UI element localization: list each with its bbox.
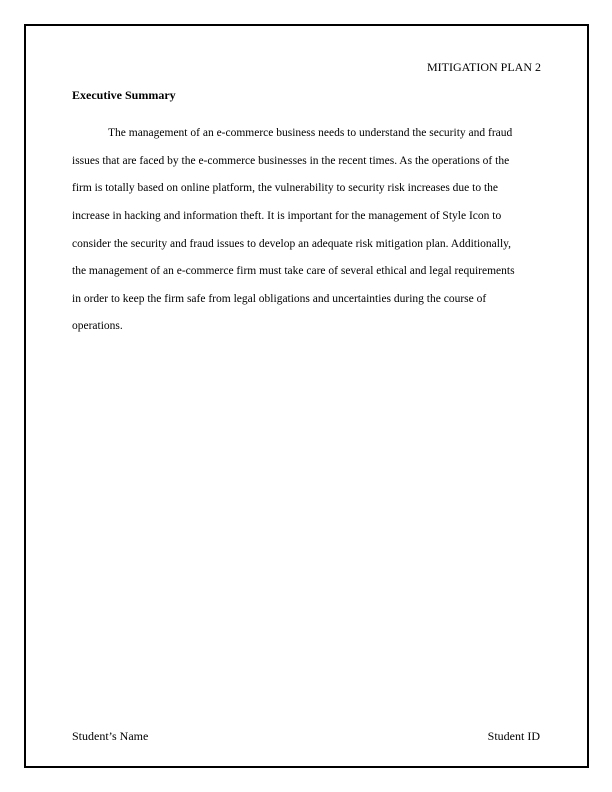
paragraph-line: the management of an e-commerce firm must take care of several ethical and legal requirements xyxy=(72,265,515,277)
student-name: Student’s Name xyxy=(72,729,149,743)
paragraph-line: operations. xyxy=(72,320,123,332)
paragraph-line: firm is totally based on online platform, the vulnerability to security risk increases due to the xyxy=(72,182,499,194)
section-heading: Executive Summary xyxy=(72,88,176,102)
paragraph-line: in order to keep the firm safe from legal obligations and uncertainties during the course of xyxy=(72,293,487,305)
paragraph-line: The management of an e-commerce business needs to understand the security and fraud xyxy=(108,127,513,139)
paragraph-line: increase in hacking and information theft. It is important for the management of Style Icon to xyxy=(72,210,502,222)
paragraph-line: issues that are faced by the e-commerce businesses in the recent times. As the operations of the xyxy=(72,155,510,167)
running-head: MITIGATION PLAN 2 xyxy=(427,60,541,74)
paragraph-line: consider the security and fraud issues to develop an adequate risk mitigation plan. Additionally, xyxy=(72,238,512,250)
student-id: Student ID xyxy=(487,729,540,743)
